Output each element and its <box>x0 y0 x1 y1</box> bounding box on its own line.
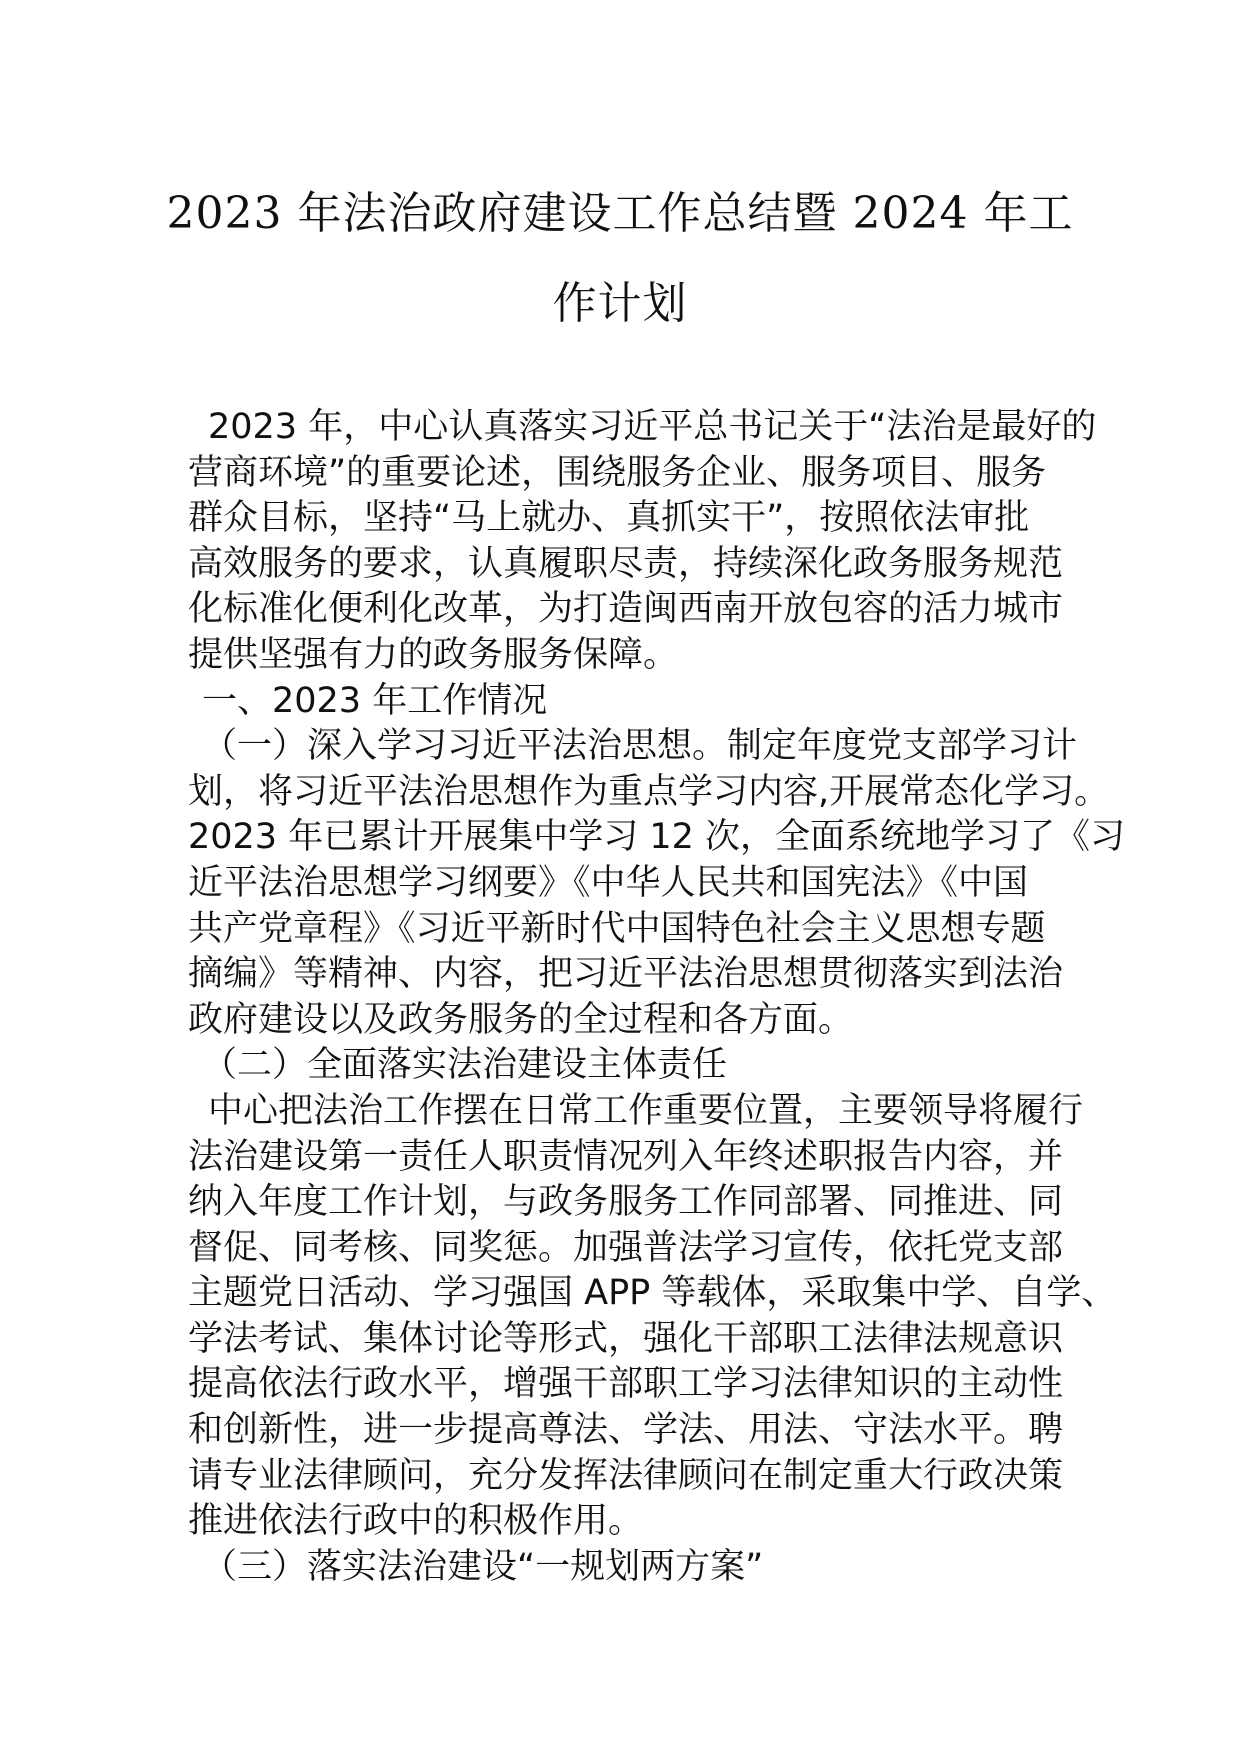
paragraph-line: 营商环境”的重要论述，围绕服务企业、服务项目、服务 <box>188 452 1047 493</box>
subsection-heading: （三）落实法治建设“一规划两方案” <box>202 1546 764 1587</box>
paragraph-line: 和创新性，进一步提高尊法、学法、用法、守法水平。聘 <box>188 1410 1064 1451</box>
paragraph-line: 高效服务的要求，认真履职尽责，持续深化政务服务规范 <box>188 543 1064 584</box>
paragraph-line: 划，将习近平法治思想作为重点学习内容,开展常态化学习。 <box>188 771 1110 812</box>
paragraph-line: 化标准化便利化改革，为打造闽西南开放包容的活力城市 <box>188 589 1064 630</box>
paragraph-line: 共产党章程》《习近平新时代中国特色社会主义思想专题 <box>188 908 1046 949</box>
subsection-heading: （二）全面落实法治建设主体责任 <box>202 1045 728 1086</box>
paragraph-line: 推进依法行政中的积极作用。 <box>188 1501 644 1542</box>
document-title-line-2: 作计划 <box>552 278 688 329</box>
section-heading: 一、2023 年工作情况 <box>202 680 548 721</box>
document-title-line-1: 2023 年法治政府建设工作总结暨 2024 年工 <box>166 188 1074 239</box>
paragraph-line: 2023 年，中心认真落实习近平总书记关于“法治是最好的 <box>208 407 1097 447</box>
paragraph-line: 法治建设第一责任人职责情况列入年终述职报告内容，并 <box>188 1136 1064 1177</box>
subsection-heading: （一）深入学习习近平法治思想。制定年度党支部学习计 <box>202 726 1078 767</box>
paragraph-line: 学法考试、集体讨论等形式，强化干部职工法律法规意识 <box>188 1318 1064 1359</box>
paragraph-line: 群众目标，坚持“马上就办、真抓实干”，按照依法审批 <box>188 498 1030 539</box>
paragraph-line: 近平法治思想学习纲要》《中华人民共和国宪法》《中国 <box>188 862 1029 903</box>
paragraph-line: 2023 年已累计开展集中学习 12 次，全面系统地学习了《习 <box>188 817 1125 858</box>
paragraph-line: 请专业法律顾问，充分发挥法律顾问在制定重大行政决策 <box>188 1455 1064 1496</box>
paragraph-line: 提高依法行政水平，增强干部职工学习法律知识的主动性 <box>188 1364 1064 1405</box>
paragraph-line: 主题党日活动、学习强国 APP 等载体，采取集中学、自学、 <box>188 1273 1117 1314</box>
document-body <box>188 405 1125 1590</box>
paragraph-line: 纳入年度工作计划，与政务服务工作同部署、同推进、同 <box>188 1182 1064 1223</box>
paragraph-line: 督促、同考核、同奖惩。加强普法学习宣传，依托党支部 <box>188 1227 1064 1268</box>
paragraph-line: 提供坚强有力的政务服务保障。 <box>188 634 679 675</box>
paragraph-line: 政府建设以及政务服务的全过程和各方面。 <box>188 999 854 1040</box>
paragraph-line: 中心把法治工作摆在日常工作重要位置，主要领导将履行 <box>208 1090 1084 1131</box>
paragraph-line: 摘编》等精神、内容，把习近平法治思想贯彻落实到法治 <box>188 954 1064 995</box>
